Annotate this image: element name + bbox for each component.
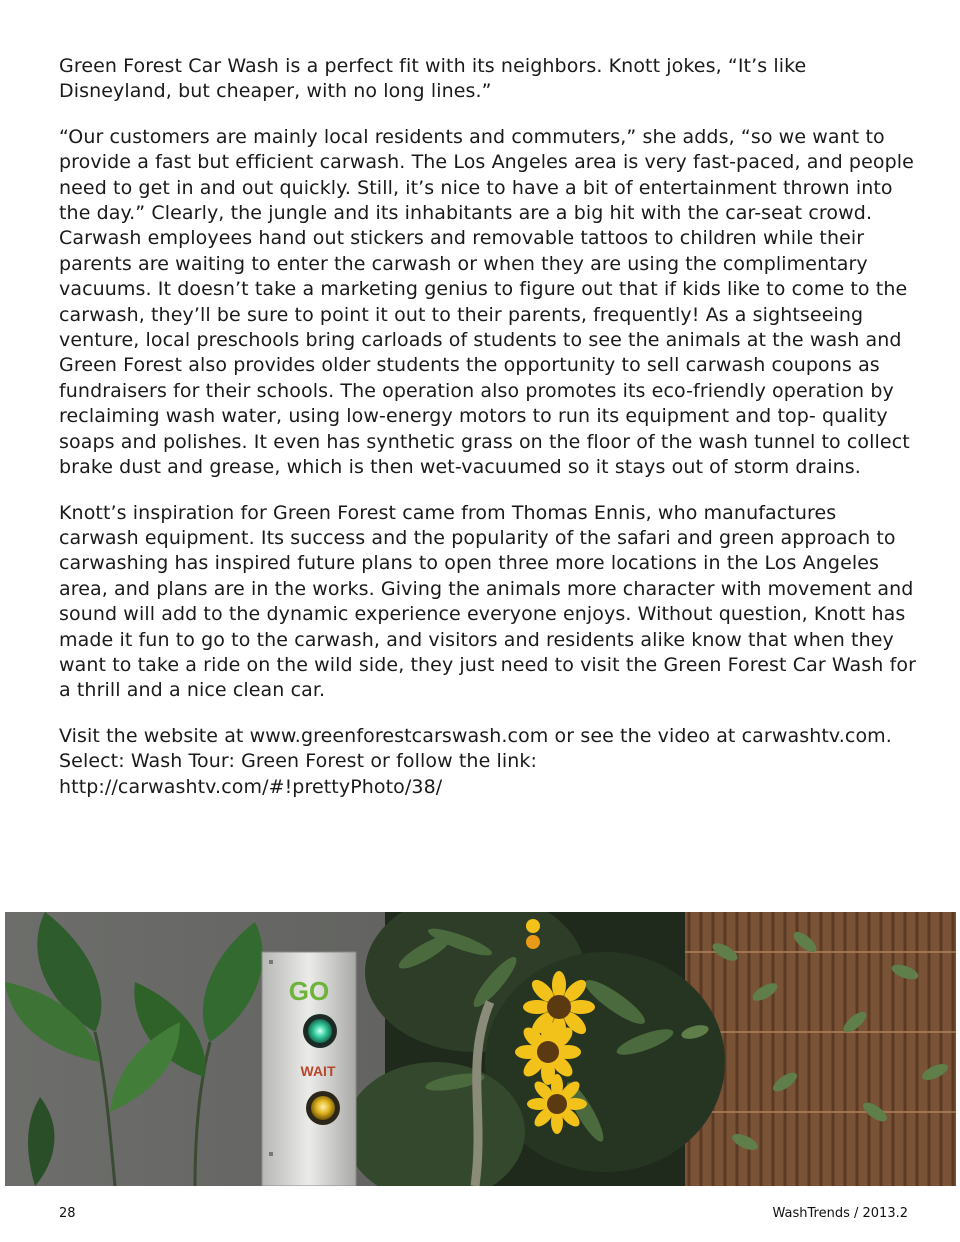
paragraph-1: Green Forest Car Wash is a perfect fit with its neighbors. Knott jokes, “It’s like Disneyland, but cheaper, with no long lines.”: [59, 55, 807, 103]
sunflower: [527, 1074, 587, 1134]
article-body: [59, 54, 919, 820]
paragraph-2: “Our customers are mainly local residents and commuters,” she adds, “so we want to provide a fast but efficient carwash. The Los Angeles area is very fast-paced, and people need to get in and out quickly. Still, it’s nice to have a bit of entertainment thrown into the day.” Clearly, the jungle and its inhabitants are a big hit with the car-seat crowd. Carwash employees hand out stickers and removable tattoos to children while their parents are waiting to enter the carwash or when they are using the complimentary vacuums. It doesn’t take a marketing genius to figure out that if kids like to come to the carwash, they’ll be sure to point it out to their parents, frequently! As a sightseeing venture, local preschools bring carloads of students to see the animals at the wash and Green Forest also provides older students the opportunity to sell carwash coupons as fundraisers for their schools. The operation also promotes its eco-friendly operation by reclaiming wash water, using low-energy motors to run its equipment and top- quality soaps and polishes. It even has synthetic grass on the floor of the wash tunnel to collect brake dust and grease, which is then wet-vacuumed so it stays out of storm drains.: [59, 125, 914, 479]
panel-screw: [269, 1152, 273, 1156]
carwash-entrance-photo: [5, 912, 956, 1186]
wait-light: [311, 1096, 335, 1120]
paragraph-4: Visit the website at www.greenforestcarswash.com or see the video at carwashtv.com. Select: Wash Tour: Green Forest or follow the link: http://carwashtv.com/#!prettyPhoto/38/: [59, 724, 892, 798]
go-wait-signal: [262, 952, 356, 1186]
go-label: GO: [288, 976, 330, 1006]
publication-issue: WashTrends / 2013.2: [772, 1206, 908, 1221]
page-footer: [59, 1206, 908, 1226]
wait-label: WAIT: [300, 1063, 336, 1079]
sunflower: [515, 1019, 581, 1085]
photo-illustration: [5, 912, 956, 1186]
page-number: 28: [59, 1206, 76, 1221]
paragraph-3: Knott’s inspiration for Green Forest came from Thomas Ennis, who manufactures carwash equipment. Its success and the popularity of the safari and green approach to carwashing has inspired future plans to open three more locations in the Los Angeles area, and plans are in the works. Giving the animals more character with movement and sound will add to the dynamic experience everyone enjoys. Without question, Knott has made it fun to go to the carwash, and visitors and residents alike know that when they want to take a ride on the wild side, they just need to visit the Green Forest Car Wash for a thrill and a nice clean car.: [59, 501, 916, 702]
panel-screw: [269, 960, 273, 964]
go-light: [308, 1019, 332, 1043]
